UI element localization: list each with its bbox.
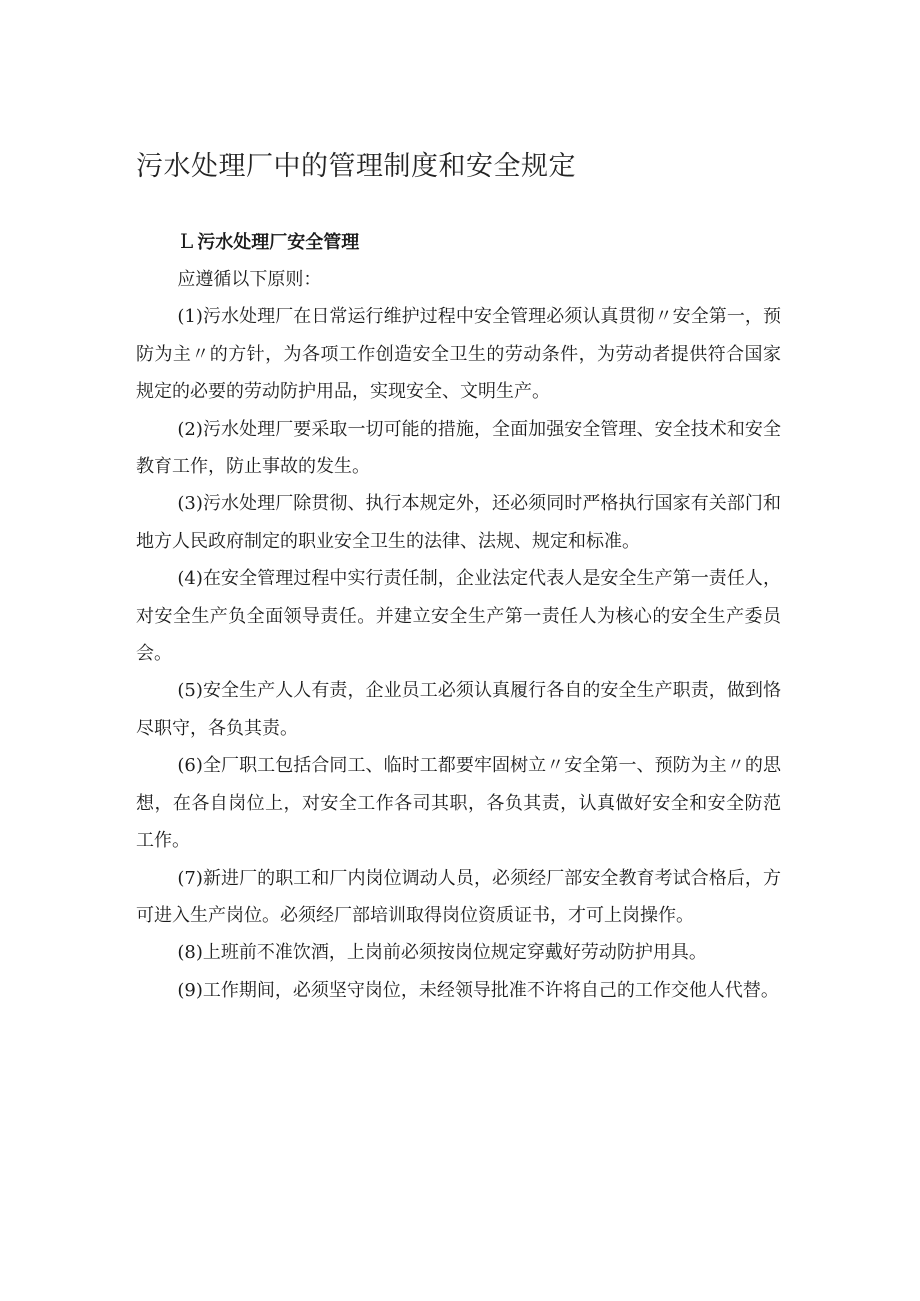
principle-item-4 (136, 560, 781, 672)
section-heading (180, 228, 359, 254)
section-heading-text: 污水处理厂安全管理 (197, 232, 360, 253)
principle-item-6 (136, 747, 781, 859)
principle-text: 工作期间，必须坚守岗位，未经领导批准不许将自己的工作交他人代替。 (202, 979, 779, 1001)
principle-index: (6) (177, 755, 203, 777)
principle-index: (2) (177, 418, 203, 440)
principle-text: 污水处理厂在日常运行维护过程中安全管理必须认真贯彻〃安全第一，预防为主〃的方针，为各项工作创造安全卫生的劳动条件，为劳动者提供符合国家规定的必要的劳动防护用品，实现安全、文明生产。 (136, 306, 781, 403)
document-body (136, 261, 781, 1009)
principle-text: 污水处理厂除贯彻、执行本规定外，还必须同时严格执行国家有关部门和地方人民政府制定的职业安全卫生的法律、法规、规定和标准。 (136, 493, 781, 552)
principle-item-5 (136, 672, 781, 747)
principle-text: 上班前不准饮酒，上岗前必须按岗位规定穿戴好劳动防护用具。 (202, 942, 707, 964)
principle-index: (5) (177, 680, 203, 702)
principle-index: (3) (177, 493, 203, 515)
intro-paragraph: 应遵循以下原则： (177, 269, 322, 290)
principle-item-1 (136, 298, 781, 410)
principle-text: 污水处理厂要采取一切可能的措施，全面加强安全管理、安全技术和安全教育工作，防止事故的发生。 (136, 418, 781, 478)
principle-item-7 (136, 860, 781, 935)
document-title: 污水处理厂中的管理制度和安全规定 (136, 151, 576, 182)
principle-item-2 (136, 411, 781, 486)
principle-index: (1) (177, 306, 203, 328)
principle-item-8 (136, 934, 781, 971)
principle-index: (8) (177, 942, 203, 964)
principle-text: 新进厂的职工和厂内岗位调动人员，必须经厂部安全教育考试合格后，方可进入生产岗位。必须经厂部培训取得岗位资质证书，才可上岗操作。 (136, 867, 781, 926)
principle-index: (7) (177, 867, 203, 889)
principle-index: (4) (177, 568, 203, 590)
principle-text: 在安全管理过程中实行责任制，企业法定代表人是安全生产第一责任人，对安全生产负全面领导责任。并建立安全生产第一责任人为核心的安全生产委员会。 (136, 568, 781, 665)
principle-text: 全厂职工包括合同工、临时工都要牢固树立〃安全第一、预防为主〃的思想，在各自岗位上，对安全工作各司其职，各负其责，认真做好安全和安全防范工作。 (136, 755, 781, 852)
principle-item-9 (136, 972, 781, 1009)
section-number: L (180, 229, 194, 253)
principle-index: (9) (177, 979, 203, 1001)
principle-text: 安全生产人人有责，企业员工必须认真履行各自的安全生产职责，做到恪尽职守，各负其责。 (136, 680, 781, 739)
principle-item-3 (136, 485, 781, 560)
